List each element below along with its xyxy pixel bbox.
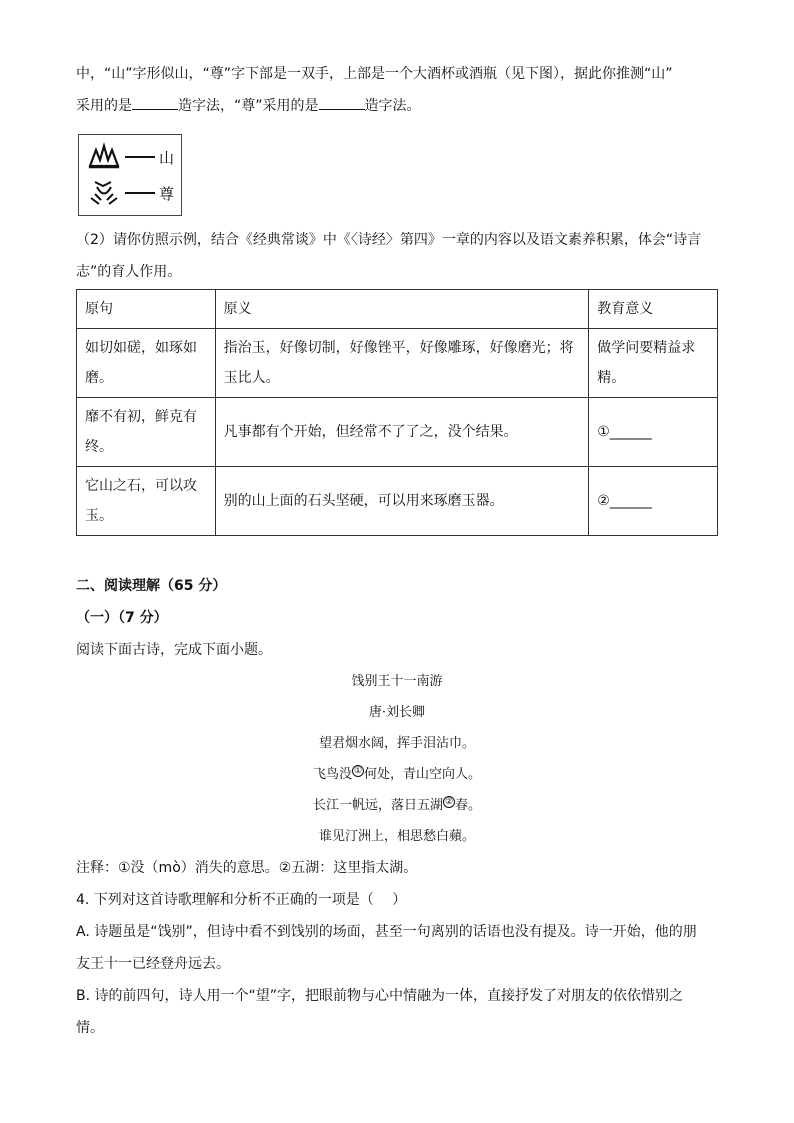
figure-dash-2: [125, 192, 155, 194]
figure-char-1: 山: [159, 148, 175, 167]
poem-note: 注释：①没（mò）消失的意思。②五湖：这里指太湖。: [76, 860, 418, 876]
table-cell: 它山之石，可以攻玉。: [77, 467, 216, 536]
footnote-marker: ①: [353, 765, 363, 776]
poem-author: 唐·刘长卿: [368, 705, 426, 720]
poem-line: 谁见汀洲上，相思愁白蘋。: [318, 829, 475, 844]
table-cell: 指治玉，好像切制，好像锉平，好像雕琢，好像磨光；将玉比人。: [215, 329, 589, 398]
table-header-row: [77, 290, 718, 329]
figure-dash-1: [125, 156, 155, 158]
header-cell: 教育意义: [589, 290, 718, 329]
answer-blank-2[interactable]: [319, 95, 365, 110]
poetry-table: [76, 289, 718, 536]
option-b-line-2: 情。: [76, 1020, 104, 1036]
character-figure: [78, 134, 182, 216]
q2-line-1: （2）请你仿照示例，结合《经典常谈》中《〈诗经〉第四》一章的内容以及语文素养积累，体会“诗言: [76, 232, 702, 248]
table-cell: 如切如磋，如琢如磨。: [77, 329, 216, 398]
option-a-line-2: 友王十一已经登舟远去。: [76, 956, 230, 972]
section-title: 二、阅读理解（65 分）: [76, 578, 227, 594]
table-row: [77, 467, 718, 536]
poem-title: 饯别王十一南游: [351, 674, 443, 689]
table-row: [77, 329, 718, 398]
figure-char-2: 尊: [159, 184, 175, 203]
option-a-line-1[interactable]: A. 诗题虽是“饯别”，但诗中看不到饯别的场面，甚至一句离别的话语也没有提及。诗一开始，他的朋: [76, 924, 697, 940]
zun-glyph-icon: [87, 178, 121, 208]
intro-line-1: 中，“山”字形似山，“尊”字下部是一双手，上部是一个大酒杯或酒瓶（见下图），据此你推测“山”: [76, 66, 673, 82]
reading-instruction: 阅读下面古诗，完成下面小题。: [76, 642, 272, 658]
header-cell: 原句: [77, 290, 216, 329]
poem-line: 飞鸟没 ① 何处，青山空向人。: [312, 765, 482, 782]
poem-line: 望君烟水阔，挥手泪沾巾。: [318, 736, 475, 751]
table-row: [77, 398, 718, 467]
poem-line: 长江一帆远，落日五湖 ② 春。: [312, 796, 482, 813]
answer-blank-1[interactable]: [132, 95, 178, 110]
table-cell: 凡事都有个开始，但经常不了了之，没个结果。: [215, 398, 589, 467]
mountain-glyph-icon: [87, 142, 121, 172]
q2-line-2: 志”的育人作用。: [76, 264, 182, 280]
answer-cell-2[interactable]: ②______: [589, 467, 718, 536]
intro-line-2: 采用的是 造字法，“尊”采用的是 造字法。: [76, 90, 718, 122]
footnote-marker: ②: [444, 796, 454, 807]
table-cell: 靡不有初，鲜克有终。: [77, 398, 216, 467]
table-cell: 做学问要精益求精。: [589, 329, 718, 398]
poem: [76, 666, 718, 852]
question-4-stem: 4. 下列对这首诗歌理解和分析不正确的一项是（ ）: [76, 892, 407, 908]
document-page: [76, 58, 718, 1044]
subsection-title: （一）（7 分）: [76, 610, 168, 626]
table-cell: 别的山上面的石头坚硬，可以用来琢磨玉器。: [215, 467, 589, 536]
answer-cell-1[interactable]: ①______: [589, 398, 718, 467]
option-b-line-1[interactable]: B. 诗的前四句，诗人用一个“望”字，把眼前物与心中情融为一体，直接抒发了对朋友的依依惜别之: [76, 988, 684, 1004]
header-cell: 原义: [215, 290, 589, 329]
